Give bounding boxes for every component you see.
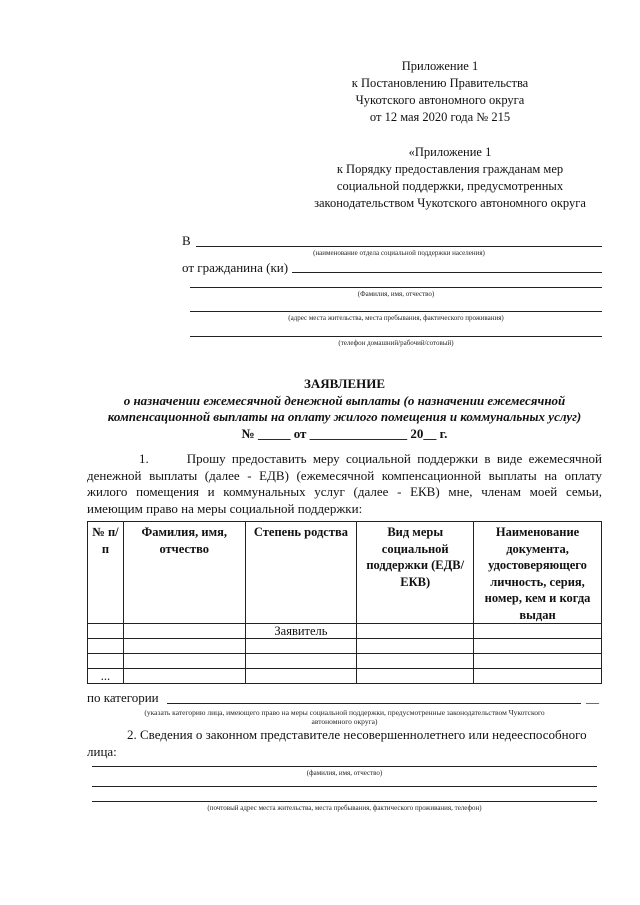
col-header-fullname: Фамилия, имя, отчество: [123, 522, 245, 624]
table-cell[interactable]: [357, 624, 474, 639]
category-hint-line-1: (указать категорию лица, имеющего право на меры социальной поддержки, предусмотренные законодательством Чукотского: [144, 708, 545, 717]
table-cell[interactable]: [474, 669, 602, 684]
name-hint: (Фамилия, имя, отчество): [357, 290, 435, 298]
representative-address-field-1[interactable]: [92, 786, 597, 787]
address-hint: (адрес места жительства, места пребывания, фактического проживания): [288, 314, 504, 322]
category-label: по категории: [87, 690, 159, 705]
table-cell[interactable]: [123, 669, 245, 684]
col-header-support-type: Вид меры социальной поддержки (ЕДВ/ЕКВ): [357, 522, 474, 624]
table-row: [88, 654, 602, 669]
paragraph-2: [87, 726, 602, 760]
table-cell[interactable]: [245, 639, 357, 654]
appendix-line-4: от 12 мая 2020 года № 215: [369, 110, 511, 124]
phone-hint: (телефон домашний/рабочий/сотовый): [338, 339, 454, 347]
paragraph-2-line-2: лица:: [87, 744, 117, 759]
annex-block: [290, 144, 610, 212]
table-row: [88, 624, 602, 639]
appendix-line-1: Приложение 1: [401, 59, 479, 73]
phone-field[interactable]: [190, 336, 602, 337]
table-row: [88, 639, 602, 654]
col-header-relation: Степень родства: [245, 522, 357, 624]
paragraph-2-line-1: 2. Сведения о законном представителе несовершеннолетнего или недееспособного: [127, 727, 587, 742]
table-cell[interactable]: [245, 669, 357, 684]
representative-name-hint: (фамилия, имя, отчество): [306, 769, 383, 777]
paragraph-1-line-2: денежной выплаты (далее - ЕДВ) (ежемесячной компенсационной выплаты на оплату: [87, 467, 602, 483]
table-cell[interactable]: [357, 654, 474, 669]
representative-address-hint: (почтовый адрес места жительства, места пребывания, фактического проживания, телефон): [207, 804, 482, 812]
appendix-line-3: Чукотского автономного округа: [355, 93, 525, 107]
annex-line-1: «Приложение 1: [408, 145, 492, 159]
name-field[interactable]: [190, 287, 602, 288]
representative-name-field[interactable]: [92, 766, 597, 767]
table-cell[interactable]: [88, 624, 124, 639]
title-block: [87, 376, 602, 442]
table-cell[interactable]: [245, 654, 357, 669]
col-header-number: № п/п: [88, 522, 124, 624]
table-cell[interactable]: [357, 669, 474, 684]
annex-line-2: к Порядку предоставления гражданам мер: [336, 162, 564, 176]
category-hint: [87, 708, 602, 726]
address-field[interactable]: [190, 311, 602, 312]
annex-line-3: социальной поддержки, предусмотренных: [336, 179, 564, 193]
representative-address-field-2[interactable]: [92, 801, 597, 802]
table-cell[interactable]: [123, 654, 245, 669]
table-cell[interactable]: [88, 639, 124, 654]
to-label: В: [182, 233, 191, 248]
annex-line-4: законодательством Чукотского автономного округа: [314, 196, 586, 210]
from-field[interactable]: [292, 272, 602, 273]
to-hint: (наименование отдела социальной поддержки населения): [313, 249, 485, 257]
table-cell[interactable]: [123, 639, 245, 654]
category-hint-line-2: автономного округа): [311, 717, 378, 726]
table-cell[interactable]: [474, 654, 602, 669]
appendix-line-2: к Постановлению Правительства: [351, 76, 529, 90]
paragraph-1-text-1: Прошу предоставить меру социальной поддержки в виде ежемесячной: [186, 451, 603, 466]
to-field[interactable]: [196, 246, 602, 247]
table-cell[interactable]: Заявитель: [245, 624, 357, 639]
paragraph-1-line-3: жилого помещения и коммунальных услуг (далее - ЕКВ) мне, членам моей семьи,: [87, 484, 602, 500]
col-header-id-document: Наименование документа, удостоверяющего личность, серия, номер, кем и когда выдан: [474, 522, 602, 624]
table-cell[interactable]: [474, 639, 602, 654]
applicants-table: [87, 521, 602, 684]
from-label: от гражданина (ки): [182, 260, 289, 275]
paragraph-1-line-4: имеющим право на меры социальной поддержки:: [87, 500, 363, 516]
title-line-2: компенсационной выплаты на оплату жилого помещения и коммунальных услуг): [107, 409, 582, 424]
category-field[interactable]: [167, 703, 581, 704]
table-cell[interactable]: [88, 654, 124, 669]
appendix-block: [330, 58, 550, 126]
table-row: [88, 669, 602, 684]
table-cell[interactable]: [474, 624, 602, 639]
paragraph-1: [87, 451, 602, 517]
title-line-1: о назначении ежемесячной денежной выплаты (о назначении ежемесячной: [123, 392, 566, 408]
page-title: ЗАЯВЛЕНИЕ: [303, 376, 386, 391]
title-number-line: № _____ от _______________ 20__ г.: [241, 425, 448, 441]
table-cell[interactable]: [123, 624, 245, 639]
table-cell[interactable]: [357, 639, 474, 654]
category-tail: __: [586, 690, 599, 705]
table-cell[interactable]: ...: [88, 669, 124, 684]
paragraph-1-line-1: [87, 451, 602, 468]
paragraph-1-number: 1.: [139, 451, 149, 466]
